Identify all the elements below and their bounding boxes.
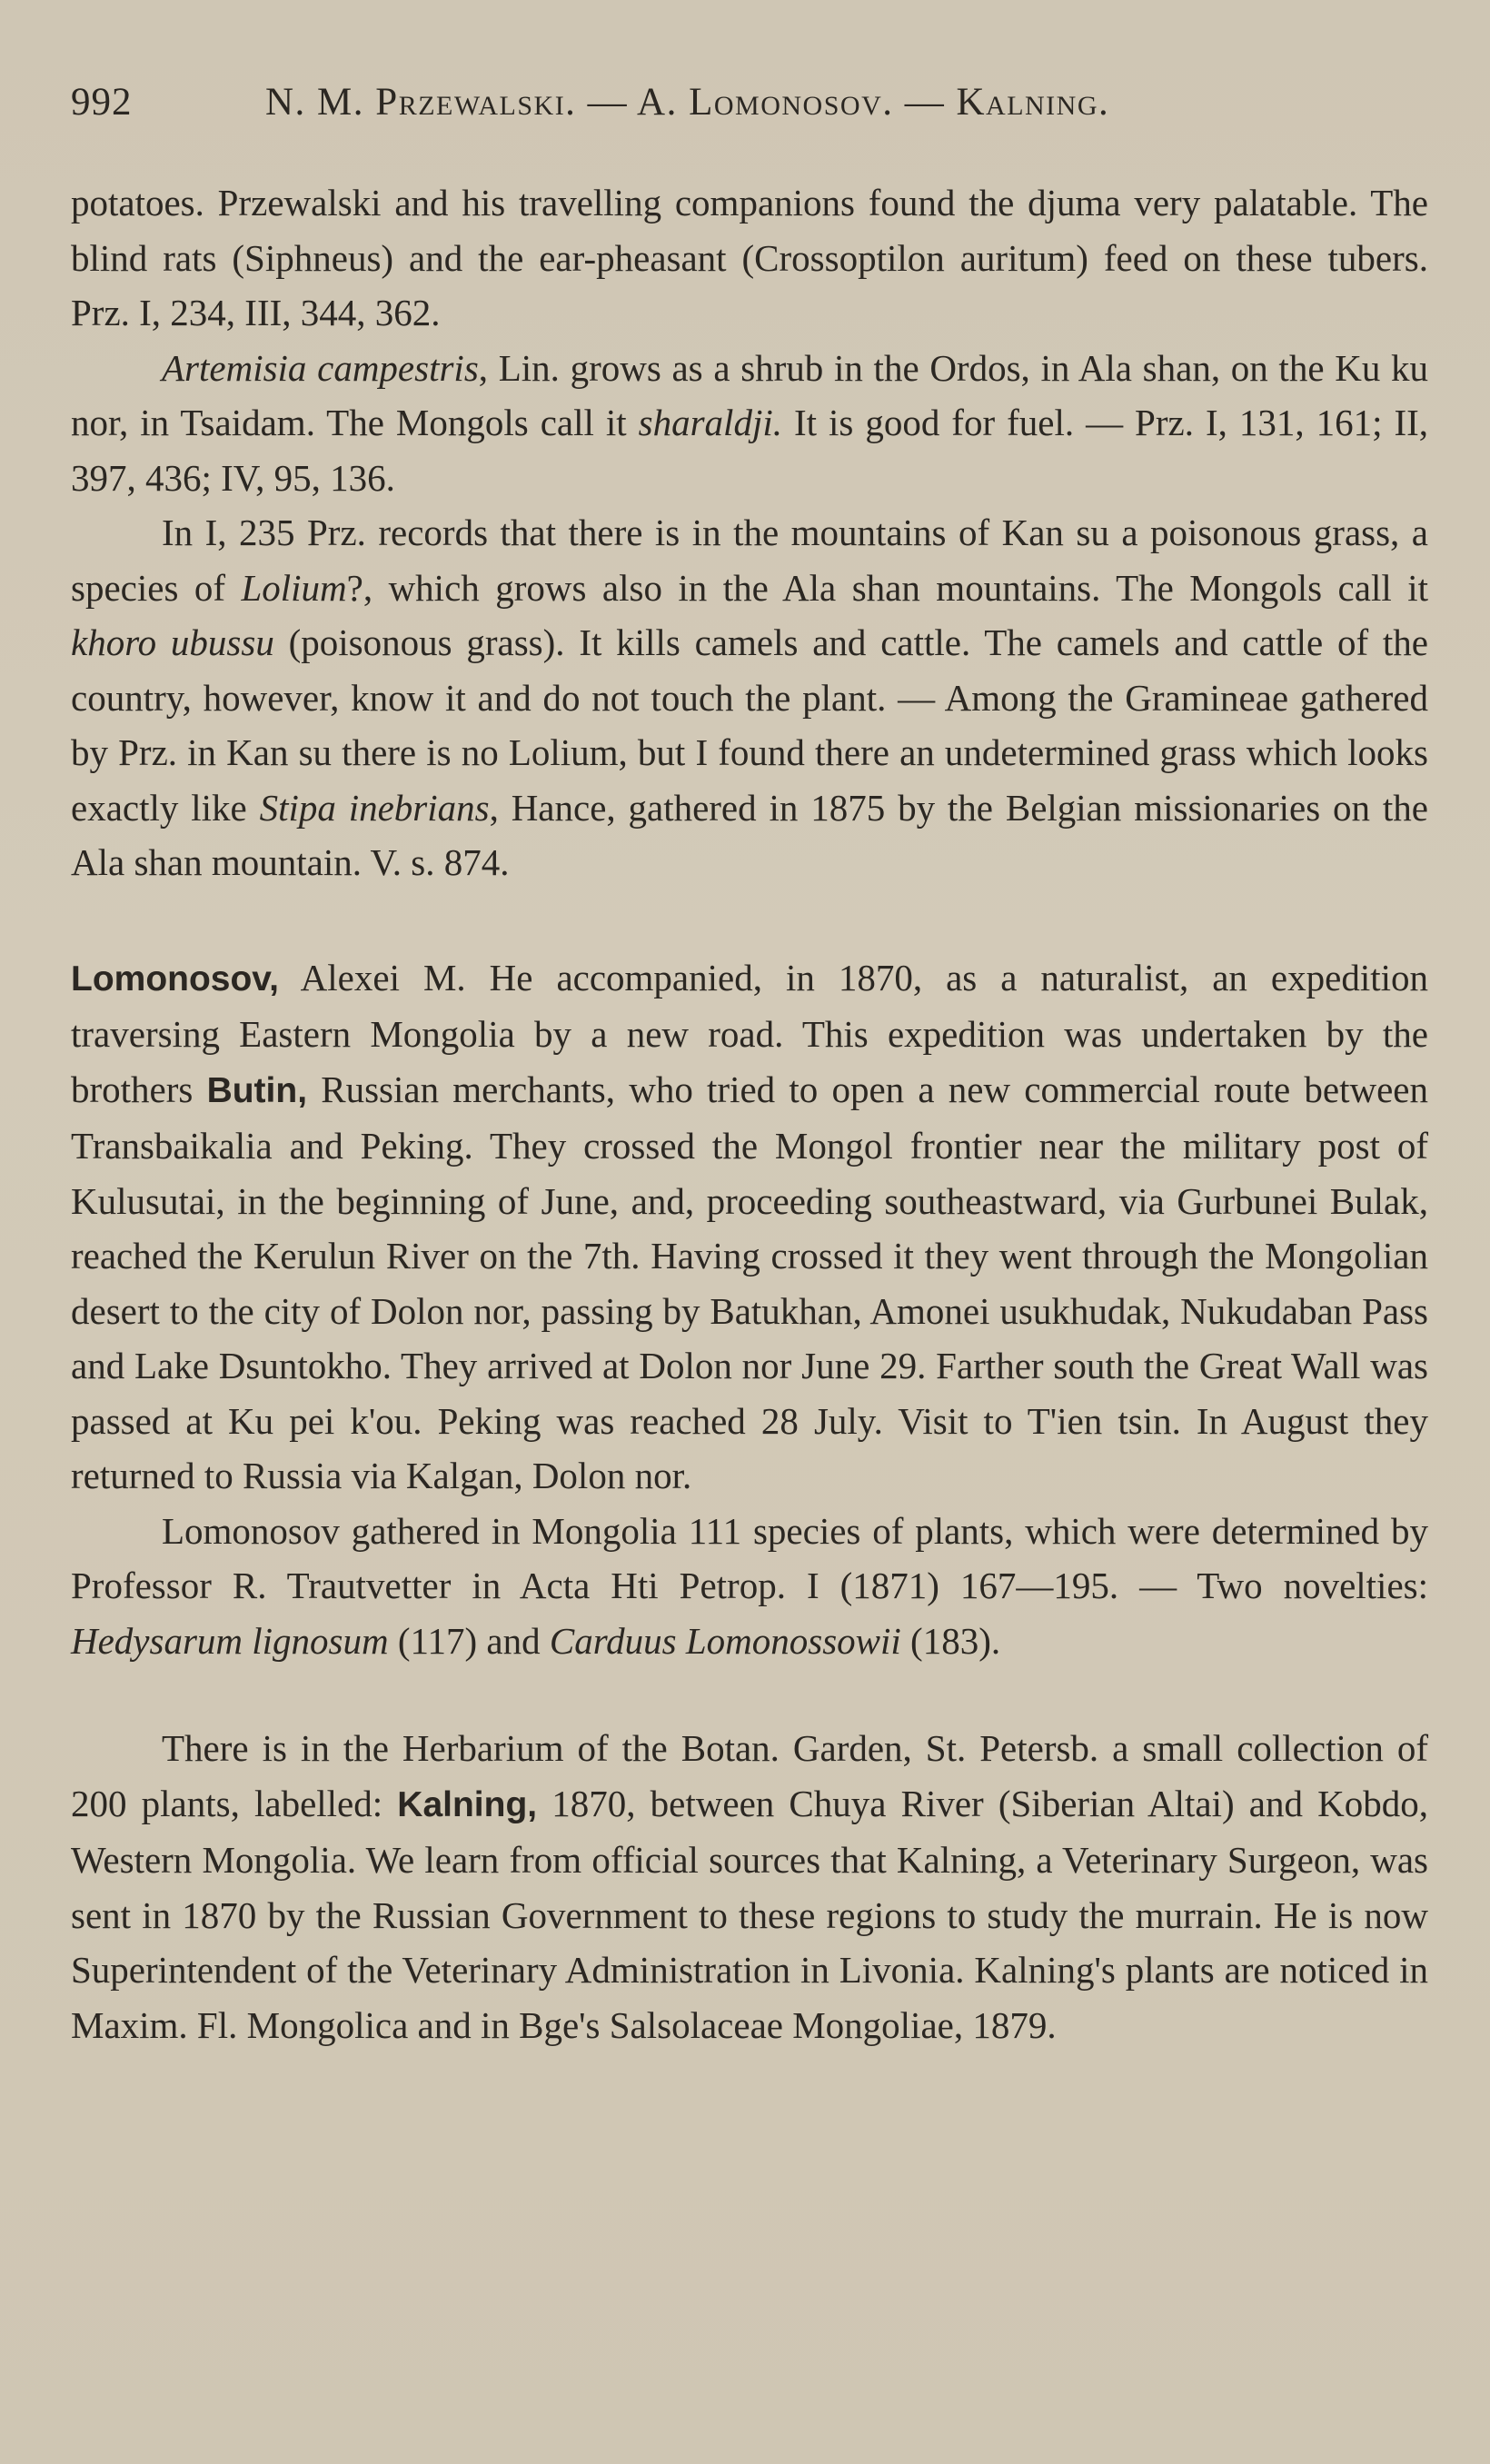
paragraph-text: 1870, between Chuya River (Siberian Altai) and Kobdo, Western Mongolia. We learn from official sources that Kalning, a Veterinary Surgeon, was sent in 1870 by the Russian Government to these regions to study the murrain. He is now Superintendent of the Veterinary Administration in Livonia. Kalning's plants are noticed in Maxim. Fl. Mongolica and in Bge's Salsolaceae Mongoliae, 1879. [71,1782,1429,2046]
paragraph-text: In I, 235 Prz. records that there is in the mountains of Kan su a poisonous grass, a species of [71,512,1428,609]
paragraph-artemisia [71,341,1428,506]
species-name: Artemisia campestris [162,346,479,389]
species-name: Stipa inebrians [259,786,490,829]
paragraph-text: Russian merchants, who tried to open a new commercial route between Transbaikalia and Peking. They crossed the Mongol frontier near the military post of Kulusutai, in the beginning of June, and, proceeding southeastward, via Gurbunei Bulak, reached the Kerulun River on the 7th. Having crossed it they went through the Mongolian desert to the city of Dolon nor, passing by Batukhan, Amonei usukhudak, Nukudaban Pass and Lake Dsuntokho. They arrived at Dolon nor June 29. Farther south the Great Wall was passed at Ku pei k'ou. Peking was reached 28 July. Visit to T'ien tsin. In August they returned to Russia via Kalgan, Dolon nor. [71,1068,1428,1496]
paragraph-text: It is good for fuel. — Prz. I, 131, 161; II, 397, 436; IV, 95, 136. [71,402,1428,499]
entry-lomonosov [71,950,1428,1504]
paragraph-lolium [71,505,1428,890]
paragraph-lomonosov-plants [71,1504,1428,1669]
paragraph-text: (117) and [388,1619,550,1662]
paragraph-text: There is in the Herbarium of the Botan. Garden, St. Petersb. a small collection of 200 plants, labelled: [71,1727,1428,1824]
paragraph-text: Lomonosov gathered in Mongolia 111 species of plants, which were determined by Professor R. Trautvetter in Acta Hti Petrop. I (1871) 167—195. — Two novelties: [71,1509,1428,1606]
mongol-name: sharaldji. [638,402,782,443]
running-head [71,80,1434,134]
paragraph-text: , Hance, gathered in 1875 by the Belgian missionaries on the Ala shan mountain. V. s. 874. [71,786,1428,883]
entry-heading: Kalning, [397,1784,538,1824]
genus-name: Lolium [241,566,347,609]
entry-name-butin: Butin, [206,1070,308,1110]
paragraph-djuma [71,175,1428,341]
entry-heading: Lomonosov, [71,959,279,999]
paragraph-text: , Lin. grows as a shrub in the Ordos, in Ala shan, on the Ku ku nor, in Tsaidam. The Mongols call it [71,346,1428,443]
species-name: Carduus Lomonossowii [549,1619,901,1662]
paragraph-text: (poisonous grass). It kills camels and cattle. The camels and cattle of the country, however, know it and do not touch the plant. — Among the Gramineae gathered by Prz. in Kan su there is no Lolium, but I found there an undetermined grass which looks exactly like [71,621,1428,829]
body-text [71,175,1428,2052]
running-title: N. M. Przewalski. — A. Lomonosov. — Kalning. [265,81,1110,124]
page-number: 992 [71,81,133,124]
mongol-name: khoro ubussu [71,621,274,663]
entry-kalning [71,1721,1428,2052]
paragraph-text: ?, which grows also in the Ala shan mountains. The Mongols call it [346,566,1428,609]
paragraph-text: Alexei M. He accompanied, in 1870, as a naturalist, an expedition traversing Eastern Mongolia by a new road. This expedition was undertaken by the brothers [71,956,1428,1110]
paragraph-text: (183). [900,1619,1001,1662]
species-name: Hedysarum lignosum [71,1619,389,1662]
paragraph-text: potatoes. Przewalski and his travelling companions found the djuma very palatable. The blind rats (Siphneus) and the ear-pheasant (Crossoptilon auritum) feed on these tubers. Prz. I, 234, III, 344, 362. [71,182,1428,333]
